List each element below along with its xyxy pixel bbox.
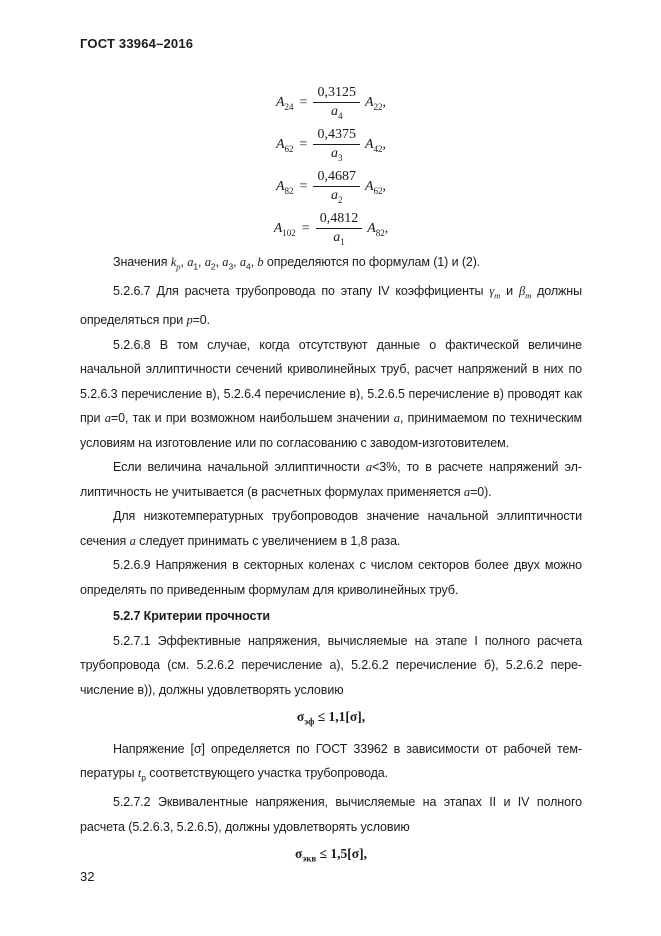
text-run: p <box>176 261 181 272</box>
content-column <box>80 82 582 874</box>
paragraph-ellipticity-rule <box>80 455 582 504</box>
fraction-denominator: $a_4$ <box>330 104 343 121</box>
fraction <box>313 169 360 205</box>
fraction-numerator: 0,4375 <box>313 127 360 145</box>
paragraph-5-2-6-7 <box>80 279 582 333</box>
fraction-denominator: $a_1$ <box>333 230 345 247</box>
formula-a102 <box>80 208 582 250</box>
text-run: a <box>239 255 246 269</box>
text-run: 3 <box>228 261 234 272</box>
text-run: m <box>525 290 532 301</box>
text-run: соответствующего участка трубопровода. <box>145 766 389 781</box>
text-run: a <box>104 411 111 425</box>
text-run: , принимаемом по техническим условиям на изготовление или по согласованию с заводом-изготовителем. <box>80 411 582 450</box>
text-run: a <box>222 255 229 269</box>
fraction-numerator: 0,4687 <box>313 169 360 187</box>
fraction <box>316 211 363 247</box>
text-run: определяются по формулам (1) и (2). <box>263 255 481 269</box>
text-run: p <box>186 313 193 327</box>
fraction-denominator: $a_2$ <box>330 188 343 205</box>
text-run: ≤ 1,5[σ], <box>316 846 368 862</box>
text-run: ≤ 1,1[σ], <box>314 709 366 724</box>
paragraph-5-2-6-8 <box>80 333 582 456</box>
formula-a82 <box>80 166 582 208</box>
text-run: m <box>494 290 501 301</box>
text-run: 4 <box>245 261 251 272</box>
paragraph-allowable-stress <box>80 737 582 791</box>
equals-sign: = <box>299 95 308 110</box>
formula-rhs: $A_{82}$, <box>367 220 389 238</box>
paragraph-lowtemp-rule <box>80 504 582 553</box>
paragraph-values-definition <box>80 250 582 279</box>
section-heading-5-2-7: 5.2.7 Критерии прочности <box>113 609 270 623</box>
text-run: , <box>180 255 188 269</box>
formula-block-a-coefficients <box>80 82 582 250</box>
formula-sigma-equivalent <box>80 839 582 874</box>
paragraph-5-2-7-2 <box>80 790 582 839</box>
text-run: должны определяться при <box>80 284 582 327</box>
formula-a62 <box>80 124 582 166</box>
formula-rhs: $A_{42}$, <box>364 136 387 154</box>
formula-a24 <box>80 82 582 124</box>
text-run: Если величина начальной эллиптичности <box>113 460 366 474</box>
text-run: , <box>215 255 223 269</box>
text-run: =0). <box>470 484 492 499</box>
fraction-numerator: 0,3125 <box>313 85 360 103</box>
text-run: k <box>170 255 177 269</box>
text-run: , <box>233 255 240 269</box>
formula-rhs: $A_{62}$, <box>364 178 387 196</box>
text-run: эф <box>304 716 315 727</box>
text-run: =0, так и при возможном наибольшем значении <box>110 411 394 425</box>
text-run: σ <box>294 846 303 862</box>
text-run: t <box>137 766 142 781</box>
text-run: Значения <box>113 255 171 269</box>
text-run: 5.2.6.8 В том случае, когда отсутствуют данные о фактической величине начальной эллиптичности сечений криволинейных труб, расчет напряжений в них по 5.2.6.3 перечисление в), 5.2.6.4 перечисление в), 5.2.6.5 перечисление в) проводят как при <box>80 337 582 425</box>
paragraph-5-2-7-1 <box>80 629 582 703</box>
text-run: экв <box>302 853 317 864</box>
formula-lhs: $A_{62}$ <box>275 136 294 154</box>
fraction <box>313 127 360 163</box>
text-run: 5.2.7.2 Эквивалентные напряжения, вычисляемые на этапах II и IV полного расчета (5.2.6.3, 5.2.6.5), должны удовлетворять условию <box>80 795 582 834</box>
fraction-numerator: 0,4812 <box>316 211 363 229</box>
formula-lhs: $A_{102}$ <box>273 220 296 238</box>
text-run: <3%, то в расчете напряжений эллиптичность не учитывается (в расчетных формулах применяется <box>80 460 582 499</box>
text-run: , <box>250 255 258 269</box>
text-run: , <box>197 255 205 269</box>
fraction <box>313 85 360 121</box>
equals-sign: = <box>299 179 308 194</box>
text-run: a <box>187 255 194 269</box>
equals-sign: = <box>299 137 308 152</box>
text-run: 5.2.7.1 Эффективные напряжения, вычисляемые на этапе I полного расчета трубопровода (см. 5.2.6.2 перечисление а), 5.2.6.2 перечисление б), 5.2.6.2 перечисление в)), должны удовлетворять условию <box>80 633 582 697</box>
doc-header-title: ГОСТ 33964–2016 <box>80 36 194 51</box>
formula-lhs: $A_{24}$ <box>275 94 294 112</box>
formula-rhs: $A_{22}$, <box>364 94 387 112</box>
text-run: 5.2.6.9 Напряжения в секторных коленах с числом секторов более двух можно определять по приведенным формулам для криволинейных труб. <box>80 558 582 597</box>
text-run: a <box>463 484 471 499</box>
text-run: =0. <box>192 313 211 327</box>
paragraph-5-2-6-9 <box>80 553 582 602</box>
text-run: 2 <box>210 261 216 272</box>
fraction-denominator: $a_3$ <box>330 146 343 163</box>
text-run: 1 <box>193 261 198 272</box>
text-run: a <box>129 533 136 548</box>
text-run: a <box>365 460 373 474</box>
text-run: и <box>500 284 519 298</box>
formula-sigma-effective <box>80 702 582 737</box>
equals-sign: = <box>301 221 310 236</box>
text-run: 5.2.6.7 Для расчета трубопровода по этапу IV коэффициенты <box>113 284 490 298</box>
text-run: σ <box>296 709 305 724</box>
text-run: р <box>141 772 146 783</box>
text-run: a <box>204 255 211 269</box>
formula-lhs: $A_{82}$ <box>275 178 294 196</box>
text-run: β <box>518 284 526 298</box>
text-run: следует принимать с увеличением в 1,8 раза. <box>135 533 401 548</box>
text-run: Для низкотемпературных трубопроводов значение начальной эллиптичности сечения <box>80 509 582 548</box>
text-run: Напряжение [σ] определяется по ГОСТ 33962 в зависимости от рабочей температуры <box>80 741 582 781</box>
text-run: a <box>393 411 400 425</box>
page-number: 32 <box>80 869 95 884</box>
text-run: γ <box>489 284 495 298</box>
text-run: b <box>257 255 264 269</box>
